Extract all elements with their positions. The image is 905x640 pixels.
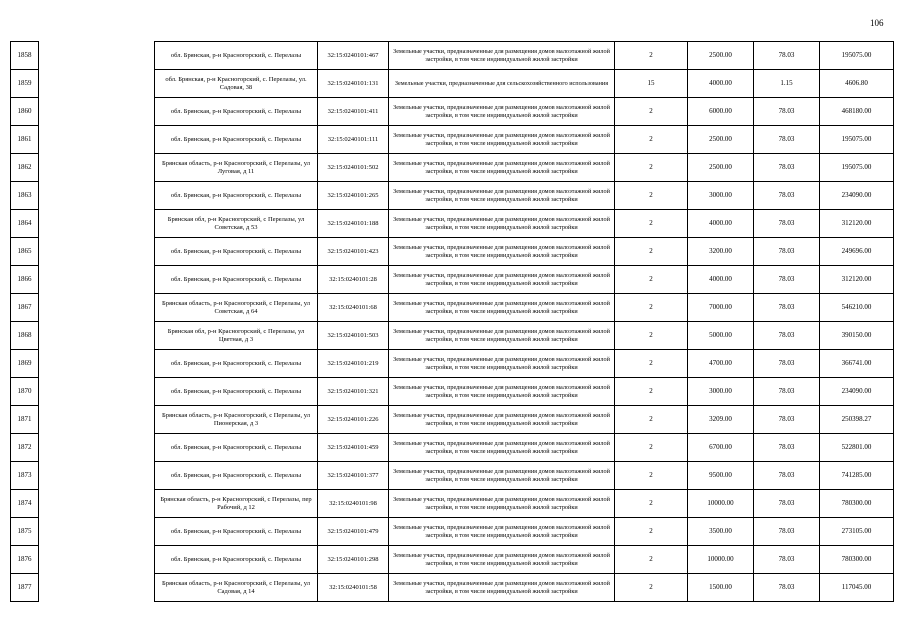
land-use-cell: Земельные участки, предназначенные для размещения домов малоэтажной жилой застройки, в том числе индивидуальной жилой застройки <box>389 322 615 350</box>
cadastral-number-cell: 32:15:0240101:68 <box>318 294 389 322</box>
area-cell: 10000.00 <box>688 546 754 574</box>
area-cell: 3200.00 <box>688 238 754 266</box>
land-use-cell: Земельные участки, предназначенные для размещения домов малоэтажной жилой застройки, в том числе индивидуальной жилой застройки <box>389 42 615 70</box>
cadastral-number-cell: 32:15:0240101:503 <box>318 322 389 350</box>
count-cell: 2 <box>615 154 688 182</box>
row-number-cell: 1874 <box>11 490 39 518</box>
cadastral-number-cell: 32:15:0240101:111 <box>318 126 389 154</box>
area-cell: 4000.00 <box>688 210 754 238</box>
page-number: 106 <box>870 18 884 28</box>
cadastral-number-cell: 32:15:0240101:219 <box>318 350 389 378</box>
table-row <box>11 42 894 70</box>
cadastral-number-cell: 32:15:0240101:28 <box>318 266 389 294</box>
cadastral-number-cell: 32:15:0240101:411 <box>318 98 389 126</box>
area-cell: 6700.00 <box>688 434 754 462</box>
count-cell: 2 <box>615 518 688 546</box>
row-number-cell: 1861 <box>11 126 39 154</box>
land-use-cell: Земельные участки, предназначенные для размещения домов малоэтажной жилой застройки, в том числе индивидуальной жилой застройки <box>389 266 615 294</box>
count-cell: 2 <box>615 574 688 602</box>
land-use-cell: Земельные участки, предназначенные для размещения домов малоэтажной жилой застройки, в том числе индивидуальной жилой застройки <box>389 126 615 154</box>
address-cell: Брянская обл, р-н Красногорский, с Перелазы, ул Советская, д 53 <box>155 210 318 238</box>
row-number-cell: 1860 <box>11 98 39 126</box>
area-cell: 4000.00 <box>688 70 754 98</box>
row-number-cell: 1858 <box>11 42 39 70</box>
rate-cell: 78.03 <box>754 546 820 574</box>
row-number-cell: 1873 <box>11 462 39 490</box>
row-number-cell: 1876 <box>11 546 39 574</box>
count-cell: 2 <box>615 126 688 154</box>
cadastral-value-cell: 273105.00 <box>820 518 894 546</box>
land-use-cell: Земельные участки, предназначенные для размещения домов малоэтажной жилой застройки, в том числе индивидуальной жилой застройки <box>389 378 615 406</box>
cadastral-value-cell: 312120.00 <box>820 210 894 238</box>
table-row <box>11 434 894 462</box>
area-cell: 3500.00 <box>688 518 754 546</box>
row-number-cell: 1867 <box>11 294 39 322</box>
cadastral-value-cell: 234090.00 <box>820 378 894 406</box>
blank-cell <box>39 546 155 574</box>
row-number-cell: 1869 <box>11 350 39 378</box>
table-row <box>11 406 894 434</box>
rate-cell: 78.03 <box>754 406 820 434</box>
count-cell: 2 <box>615 350 688 378</box>
row-number-cell: 1877 <box>11 574 39 602</box>
rate-cell: 78.03 <box>754 294 820 322</box>
rate-cell: 78.03 <box>754 182 820 210</box>
row-number-cell: 1870 <box>11 378 39 406</box>
cadastral-number-cell: 32:15:0240101:459 <box>318 434 389 462</box>
land-use-cell: Земельные участки, предназначенные для размещения домов малоэтажной жилой застройки, в том числе индивидуальной жилой застройки <box>389 574 615 602</box>
land-use-cell: Земельные участки, предназначенные для размещения домов малоэтажной жилой застройки, в том числе индивидуальной жилой застройки <box>389 490 615 518</box>
rate-cell: 78.03 <box>754 462 820 490</box>
area-cell: 9500.00 <box>688 462 754 490</box>
land-use-cell: Земельные участки, предназначенные для размещения домов малоэтажной жилой застройки, в том числе индивидуальной жилой застройки <box>389 238 615 266</box>
blank-cell <box>39 98 155 126</box>
count-cell: 15 <box>615 70 688 98</box>
cadastral-value-cell: 780300.00 <box>820 490 894 518</box>
table-row <box>11 574 894 602</box>
area-cell: 2500.00 <box>688 154 754 182</box>
address-cell: обл. Брянская, р-н Красногорский, с. Перелазы <box>155 546 318 574</box>
blank-cell <box>39 42 155 70</box>
table-row <box>11 266 894 294</box>
cadastral-value-cell: 4606.80 <box>820 70 894 98</box>
cadastral-number-cell: 32:15:0240101:377 <box>318 462 389 490</box>
address-cell: Брянская область, р-н Красногорский, с Перелазы, ул Луговая, д 11 <box>155 154 318 182</box>
cadastral-number-cell: 32:15:0240101:188 <box>318 210 389 238</box>
land-register-table <box>10 41 894 602</box>
address-cell: обл. Брянская, р-н Красногорский, с. Перелазы <box>155 182 318 210</box>
blank-cell <box>39 378 155 406</box>
table-row <box>11 378 894 406</box>
cadastral-number-cell: 32:15:0240101:298 <box>318 546 389 574</box>
count-cell: 2 <box>615 490 688 518</box>
land-use-cell: Земельные участки, предназначенные для размещения домов малоэтажной жилой застройки, в том числе индивидуальной жилой застройки <box>389 98 615 126</box>
table-row <box>11 126 894 154</box>
land-use-cell: Земельные участки, предназначенные для размещения домов малоэтажной жилой застройки, в том числе индивидуальной жилой застройки <box>389 546 615 574</box>
count-cell: 2 <box>615 42 688 70</box>
row-number-cell: 1862 <box>11 154 39 182</box>
rate-cell: 78.03 <box>754 378 820 406</box>
cadastral-value-cell: 390150.00 <box>820 322 894 350</box>
count-cell: 2 <box>615 546 688 574</box>
row-number-cell: 1875 <box>11 518 39 546</box>
cadastral-value-cell: 249696.00 <box>820 238 894 266</box>
area-cell: 5000.00 <box>688 322 754 350</box>
land-use-cell: Земельные участки, предназначенные для размещения домов малоэтажной жилой застройки, в том числе индивидуальной жилой застройки <box>389 182 615 210</box>
area-cell: 7000.00 <box>688 294 754 322</box>
table-row <box>11 322 894 350</box>
rate-cell: 78.03 <box>754 518 820 546</box>
land-use-cell: Земельные участки, предназначенные для размещения домов малоэтажной жилой застройки, в том числе индивидуальной жилой застройки <box>389 294 615 322</box>
cadastral-number-cell: 32:15:0240101:98 <box>318 490 389 518</box>
land-use-cell: Земельные участки, предназначенные для размещения домов малоэтажной жилой застройки, в том числе индивидуальной жилой застройки <box>389 350 615 378</box>
blank-cell <box>39 182 155 210</box>
address-cell: обл. Брянская, р-н Красногорский, с. Перелазы <box>155 98 318 126</box>
blank-cell <box>39 434 155 462</box>
cadastral-number-cell: 32:15:0240101:479 <box>318 518 389 546</box>
rate-cell: 78.03 <box>754 126 820 154</box>
cadastral-number-cell: 32:15:0240101:321 <box>318 378 389 406</box>
table-row <box>11 98 894 126</box>
blank-cell <box>39 490 155 518</box>
cadastral-value-cell: 366741.00 <box>820 350 894 378</box>
rate-cell: 78.03 <box>754 490 820 518</box>
table-row <box>11 462 894 490</box>
address-cell: обл. Брянская, р-н Красногорский, с. Перелазы, ул. Садовая, 38 <box>155 70 318 98</box>
blank-cell <box>39 126 155 154</box>
area-cell: 3000.00 <box>688 378 754 406</box>
table-row <box>11 546 894 574</box>
land-use-cell: Земельные участки, предназначенные для размещения домов малоэтажной жилой застройки, в том числе индивидуальной жилой застройки <box>389 462 615 490</box>
blank-cell <box>39 518 155 546</box>
address-cell: обл. Брянская, р-н Красногорский, с. Перелазы <box>155 42 318 70</box>
address-cell: обл. Брянская, р-н Красногорский, с. Перелазы <box>155 462 318 490</box>
count-cell: 2 <box>615 210 688 238</box>
row-number-cell: 1865 <box>11 238 39 266</box>
blank-cell <box>39 322 155 350</box>
cadastral-value-cell: 546210.00 <box>820 294 894 322</box>
cadastral-number-cell: 32:15:0240101:226 <box>318 406 389 434</box>
table-row <box>11 490 894 518</box>
area-cell: 4000.00 <box>688 266 754 294</box>
row-number-cell: 1863 <box>11 182 39 210</box>
cadastral-value-cell: 195075.00 <box>820 154 894 182</box>
count-cell: 2 <box>615 406 688 434</box>
cadastral-value-cell: 522801.00 <box>820 434 894 462</box>
blank-cell <box>39 406 155 434</box>
row-number-cell: 1868 <box>11 322 39 350</box>
blank-cell <box>39 462 155 490</box>
cadastral-value-cell: 117045.00 <box>820 574 894 602</box>
cadastral-value-cell: 234090.00 <box>820 182 894 210</box>
area-cell: 4700.00 <box>688 350 754 378</box>
rate-cell: 1.15 <box>754 70 820 98</box>
cadastral-number-cell: 32:15:0240101:265 <box>318 182 389 210</box>
rate-cell: 78.03 <box>754 322 820 350</box>
rate-cell: 78.03 <box>754 434 820 462</box>
table-row <box>11 154 894 182</box>
address-cell: обл. Брянская, р-н Красногорский, с. Перелазы <box>155 350 318 378</box>
count-cell: 2 <box>615 378 688 406</box>
cadastral-value-cell: 250398.27 <box>820 406 894 434</box>
table-row <box>11 350 894 378</box>
count-cell: 2 <box>615 434 688 462</box>
table-row <box>11 182 894 210</box>
rate-cell: 78.03 <box>754 42 820 70</box>
table-row <box>11 70 894 98</box>
count-cell: 2 <box>615 322 688 350</box>
row-number-cell: 1872 <box>11 434 39 462</box>
area-cell: 10000.00 <box>688 490 754 518</box>
land-use-cell: Земельные участки, предназначенные для размещения домов малоэтажной жилой застройки, в том числе индивидуальной жилой застройки <box>389 406 615 434</box>
blank-cell <box>39 70 155 98</box>
count-cell: 2 <box>615 462 688 490</box>
row-number-cell: 1864 <box>11 210 39 238</box>
blank-cell <box>39 350 155 378</box>
table-row <box>11 210 894 238</box>
rate-cell: 78.03 <box>754 210 820 238</box>
cadastral-number-cell: 32:15:0240101:58 <box>318 574 389 602</box>
rate-cell: 78.03 <box>754 574 820 602</box>
address-cell: обл. Брянская, р-н Красногорский, с. Перелазы <box>155 126 318 154</box>
address-cell: обл. Брянская, р-н Красногорский, с. Перелазы <box>155 238 318 266</box>
row-number-cell: 1866 <box>11 266 39 294</box>
row-number-cell: 1859 <box>11 70 39 98</box>
address-cell: Брянская область, р-н Красногорский, с Перелазы, ул Садовая, д 14 <box>155 574 318 602</box>
land-use-cell: Земельные участки, предназначенные для размещения домов малоэтажной жилой застройки, в том числе индивидуальной жилой застройки <box>389 434 615 462</box>
blank-cell <box>39 294 155 322</box>
address-cell: Брянская обл, р-н Красногорский, с Перелазы, ул Цветная, д 3 <box>155 322 318 350</box>
cadastral-value-cell: 312120.00 <box>820 266 894 294</box>
address-cell: обл. Брянская, р-н Красногорский, с. Перелазы <box>155 378 318 406</box>
cadastral-value-cell: 741285.00 <box>820 462 894 490</box>
cadastral-number-cell: 32:15:0240101:423 <box>318 238 389 266</box>
area-cell: 3209.00 <box>688 406 754 434</box>
rate-cell: 78.03 <box>754 266 820 294</box>
address-cell: Брянская область, р-н Красногорский, с Перелазы, пер Рабочий, д 12 <box>155 490 318 518</box>
blank-cell <box>39 210 155 238</box>
count-cell: 2 <box>615 98 688 126</box>
count-cell: 2 <box>615 266 688 294</box>
rate-cell: 78.03 <box>754 238 820 266</box>
cadastral-number-cell: 32:15:0240101:131 <box>318 70 389 98</box>
blank-cell <box>39 154 155 182</box>
land-use-cell: Земельные участки, предназначенные для размещения домов малоэтажной жилой застройки, в том числе индивидуальной жилой застройки <box>389 154 615 182</box>
count-cell: 2 <box>615 238 688 266</box>
cadastral-value-cell: 195075.00 <box>820 126 894 154</box>
address-cell: Брянская область, р-н Красногорский, с Перелазы, ул Пионерская, д 3 <box>155 406 318 434</box>
land-use-cell: Земельные участки, предназначенные для размещения домов малоэтажной жилой застройки, в том числе индивидуальной жилой застройки <box>389 210 615 238</box>
area-cell: 1500.00 <box>688 574 754 602</box>
count-cell: 2 <box>615 294 688 322</box>
rate-cell: 78.03 <box>754 98 820 126</box>
blank-cell <box>39 574 155 602</box>
area-cell: 2500.00 <box>688 42 754 70</box>
count-cell: 2 <box>615 182 688 210</box>
row-number-cell: 1871 <box>11 406 39 434</box>
address-cell: обл. Брянская, р-н Красногорский, с. Перелазы <box>155 434 318 462</box>
cadastral-number-cell: 32:15:0240101:502 <box>318 154 389 182</box>
cadastral-value-cell: 468180.00 <box>820 98 894 126</box>
land-use-cell: Земельные участки, предназначенные для размещения домов малоэтажной жилой застройки, в том числе индивидуальной жилой застройки <box>389 518 615 546</box>
cadastral-value-cell: 195075.00 <box>820 42 894 70</box>
address-cell: Брянская область, р-н Красногорский, с Перелазы, ул Советская, д 64 <box>155 294 318 322</box>
table-row <box>11 518 894 546</box>
area-cell: 2500.00 <box>688 126 754 154</box>
blank-cell <box>39 238 155 266</box>
address-cell: обл. Брянская, р-н Красногорский, с. Перелазы <box>155 518 318 546</box>
rate-cell: 78.03 <box>754 350 820 378</box>
table-row <box>11 294 894 322</box>
area-cell: 3000.00 <box>688 182 754 210</box>
cadastral-value-cell: 780300.00 <box>820 546 894 574</box>
table-row <box>11 238 894 266</box>
land-use-cell: Земельные участки, предназначенные для сельскохозяйственного использования <box>389 70 615 98</box>
blank-cell <box>39 266 155 294</box>
address-cell: обл. Брянская, р-н Красногорский, с. Перелазы <box>155 266 318 294</box>
area-cell: 6000.00 <box>688 98 754 126</box>
cadastral-number-cell: 32:15:0240101:467 <box>318 42 389 70</box>
rate-cell: 78.03 <box>754 154 820 182</box>
